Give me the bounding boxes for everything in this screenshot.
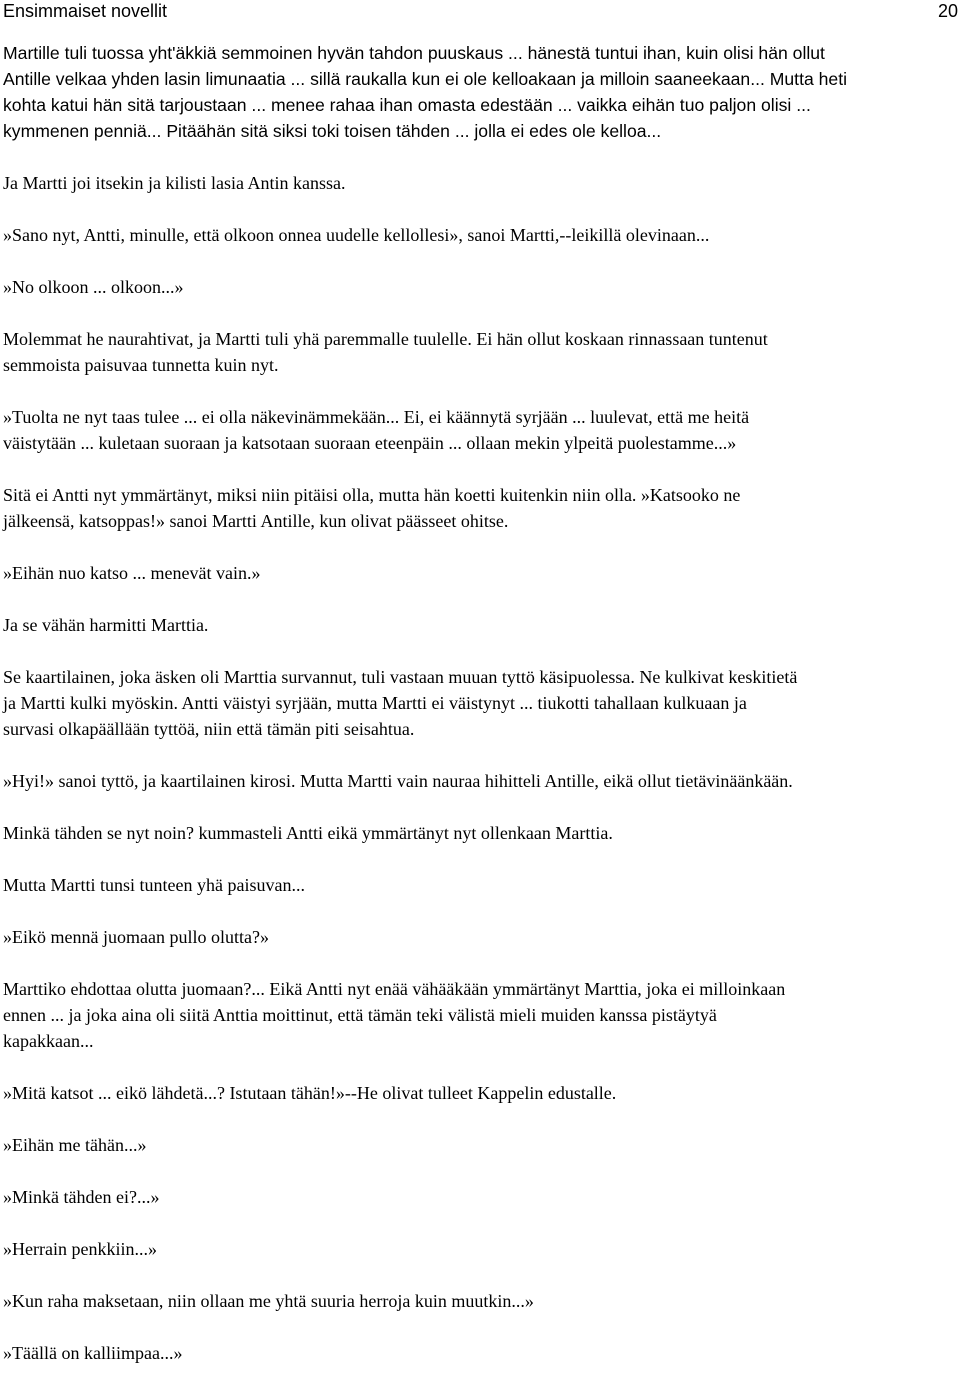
text-line: Se kaartilainen, joka äsken oli Marttia survannut, tuli vastaan muuan tyttö käsipuolessa. Ne kulkivat keskitietä <box>3 667 798 687</box>
text-line: väistytään ... kuletaan suoraan ja katsotaan suoraan eteenpäin ... ollaan mekin ylpeitä puolestamme...» <box>3 433 737 453</box>
paragraph <box>3 820 953 846</box>
text-line: »Eikö mennä juomaan pullo olutta?» <box>3 927 269 947</box>
paragraph <box>3 560 953 586</box>
text-line: Sitä ei Antti nyt ymmärtänyt, miksi niin pitäisi olla, mutta hän koetti kuitenkin niin olla. »Katsooko ne <box>3 485 741 505</box>
paragraph <box>3 664 953 742</box>
paragraph <box>3 1236 953 1262</box>
text-line: »Herrain penkkiin...» <box>3 1239 157 1259</box>
paragraph <box>3 326 953 378</box>
document-title: Ensimmaiset novellit <box>3 1 168 21</box>
paragraph <box>3 1340 953 1366</box>
text-line: »Eihän nuo katso ... menevät vain.» <box>3 563 261 583</box>
text-line: Antille velkaa yhden lasin limunaatia ... sillä raukalla kun ei ole kelloakaan ja milloin saaneekaan... Mutta heti <box>3 69 848 89</box>
text-line: »Täällä on kalliimpaa...» <box>3 1343 183 1363</box>
text-line: kymmenen penniä... Pitäähän sitä siksi toki toisen tähden ... jolla ei edes ole kelloa... <box>3 121 662 141</box>
text-line: semmoista paisuvaa tunnetta kuin nyt. <box>3 355 279 375</box>
text-line: »No olkoon ... olkoon...» <box>3 277 184 297</box>
paragraph <box>3 612 953 638</box>
text-line: »Eihän me tähän...» <box>3 1135 147 1155</box>
paragraph <box>3 170 953 196</box>
text-line: »Tuolta ne nyt taas tulee ... ei olla näkevinämmekään... Ei, ei käännytä syrjään ... luulevat, että me heitä <box>3 407 750 427</box>
paragraph <box>3 40 953 144</box>
paragraph <box>3 872 953 898</box>
text-line: jälkeensä, katsoppas!» sanoi Martti Antille, kun olivat päässeet ohitse. <box>3 511 509 531</box>
text-line: Mutta Martti tunsi tunteen yhä paisuvan... <box>3 875 305 895</box>
paragraph <box>3 222 953 248</box>
text-line: kohta katui hän sitä tarjoustaan ... menee rahaa ihan omasta edestään ... vaikka eihän tuo paljon olisi ... <box>3 95 811 115</box>
text-line: Minkä tähden se nyt noin? kummasteli Antti eikä ymmärtänyt nyt ollenkaan Marttia. <box>3 823 613 843</box>
text-line: »Kun raha maksetaan, niin ollaan me yhtä suuria herroja kuin muutkin...» <box>3 1291 534 1311</box>
text-line: ja Martti kulki myöskin. Antti väistyi syrjään, mutta Martti ei väistynyt ... tiukotti tahallaan kulkuaan ja <box>3 693 747 713</box>
paragraph <box>3 1080 953 1106</box>
paragraph <box>3 1184 953 1210</box>
text-line: Martille tuli tuossa yht'äkkiä semmoinen hyvän tahdon puuskaus ... hänestä tuntui ihan, kuin olisi hän ollut <box>3 43 825 63</box>
text-line: Ja Martti joi itsekin ja kilisti lasia Antin kanssa. <box>3 173 346 193</box>
text-line: »Sano nyt, Antti, minulle, että olkoon onnea uudelle kellollesi», sanoi Martti,--leikillä olevinaan... <box>3 225 710 245</box>
page-number: 20 <box>937 1 958 21</box>
text-line: »Minkä tähden ei?...» <box>3 1187 160 1207</box>
text-line: Molemmat he naurahtivat, ja Martti tuli yhä paremmalle tuulelle. Ei hän ollut koskaan rinnassaan tuntenut <box>3 329 768 349</box>
paragraph <box>3 1288 953 1314</box>
paragraph <box>3 274 953 300</box>
paragraph <box>3 924 953 950</box>
document-body <box>3 40 953 1392</box>
text-line: ennen ... ja joka aina oli siitä Anttia moittinut, että tämän teki välistä mieli muiden kanssa pistäytyä <box>3 1005 717 1025</box>
paragraph <box>3 404 953 456</box>
paragraph <box>3 768 953 794</box>
page-header <box>0 0 960 26</box>
text-line: survasi olkapäällään tyttöä, niin että tämän piti seisahtua. <box>3 719 415 739</box>
paragraph <box>3 976 953 1054</box>
text-line: »Mitä katsot ... eikö lähdetä...? Istutaan tähän!»--He olivat tulleet Kappelin edustalle. <box>3 1083 617 1103</box>
paragraph <box>3 1132 953 1158</box>
text-line: Marttiko ehdottaa olutta juomaan?... Eikä Antti nyt enää vähääkään ymmärtänyt Marttia, joka ei milloinkaan <box>3 979 786 999</box>
paragraph <box>3 482 953 534</box>
text-line: Ja se vähän harmitti Marttia. <box>3 615 209 635</box>
text-line: kapakkaan... <box>3 1031 94 1051</box>
text-line: »Hyi!» sanoi tyttö, ja kaartilainen kirosi. Mutta Martti vain nauraa hihitteli Antille, eikä ollut tietävinäänkään. <box>3 771 793 791</box>
